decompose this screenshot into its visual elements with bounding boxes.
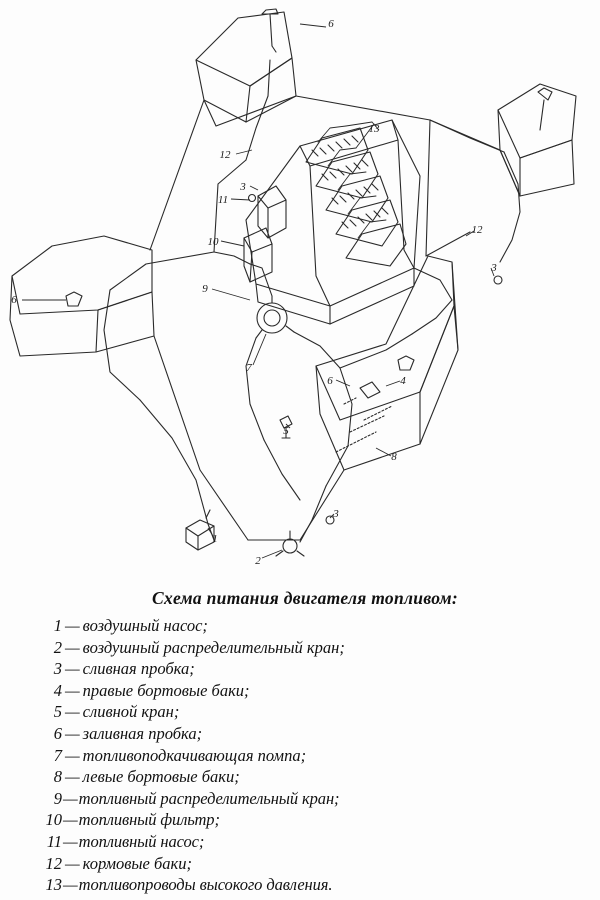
filler-cap-left-side — [66, 292, 82, 306]
diagram-linework — [10, 9, 576, 556]
tank-rear-left-top — [196, 12, 292, 86]
legend-number: 6 — [53, 723, 62, 743]
legend-text: воздушный насос; — [82, 616, 208, 635]
legend-text: заливная пробка; — [82, 723, 203, 743]
legend-number: 9 — [53, 788, 62, 808]
callout-2: 2 — [255, 555, 261, 567]
legend-text: топливный распределительный кран; — [78, 788, 340, 808]
callout-13: 13 — [368, 123, 380, 135]
callout-12-rear: 12 — [219, 149, 231, 161]
legend-dash: — — [63, 810, 78, 830]
legend-dash: — — [65, 702, 80, 722]
caption-block — [0, 588, 600, 896]
callout-3-low: 3 — [333, 508, 339, 520]
callout-9: 9 — [202, 283, 208, 295]
legend-item-5 — [40, 701, 572, 723]
legend-text: левые бортовые баки; — [82, 767, 240, 787]
filler-cap-right-side — [398, 356, 414, 370]
hull-edge-left-rear — [150, 100, 204, 250]
callout-11: 11 — [217, 194, 229, 206]
callout-3-right: 3 — [491, 262, 497, 274]
legend-dash: — — [65, 637, 80, 657]
callout-4: 4 — [400, 375, 406, 387]
callout-6-left: 6 — [11, 294, 17, 306]
legend-item-2 — [40, 637, 572, 659]
legend-text: кормовые баки; — [82, 853, 193, 873]
legend-number: 5 — [53, 702, 62, 722]
drain-plug-engine — [249, 195, 256, 202]
legend-item-4 — [40, 680, 572, 702]
hull-edge-right — [452, 262, 458, 350]
legend-item-9 — [40, 788, 572, 810]
legend-dash: — — [65, 680, 80, 700]
legend-dash: — — [65, 745, 80, 765]
figure-title: Схема питания двигателя топливом: — [151, 588, 459, 608]
legend-dash: — — [65, 723, 80, 743]
legend-dash: — — [65, 616, 80, 635]
callout-labels — [11, 18, 497, 567]
legend-dash: — — [63, 875, 78, 895]
legend-number: 13 — [45, 875, 62, 895]
legend-item-12 — [40, 853, 572, 875]
legend-text: сливной кран; — [82, 702, 180, 722]
callout-6-mid: 6 — [327, 375, 333, 387]
legend-dash: — — [63, 788, 78, 808]
legend-number: 1 — [53, 616, 62, 635]
legend-number: 3 — [53, 659, 62, 679]
pipe-drain-run — [246, 338, 264, 440]
callout-7: 7 — [246, 362, 252, 374]
callout-leaders — [22, 24, 494, 558]
hull-edge-left-front — [154, 336, 248, 540]
filler-cap-rear-right — [538, 88, 552, 100]
legend-item-10 — [40, 809, 572, 831]
callout-1: 1 — [212, 533, 218, 545]
drain-plug-right — [494, 276, 502, 284]
callout-8: 8 — [391, 451, 397, 463]
air-distribution-cock — [283, 539, 297, 553]
legend-number: 12 — [45, 853, 62, 873]
legend-text: топливопроводы высокого давления. — [78, 875, 333, 895]
callout-6-rear-left: 6 — [328, 18, 334, 30]
legend-item-6 — [40, 723, 572, 745]
legend-item-8 — [40, 766, 572, 788]
legend-dash: — — [63, 831, 78, 851]
legend-dash: — — [65, 767, 80, 787]
pipe-to-rear-left-tank — [214, 160, 246, 252]
callout-10: 10 — [207, 236, 219, 248]
legend-number: 2 — [53, 637, 62, 657]
legend-text: топливный фильтр; — [78, 810, 220, 830]
callout-3-engine: 3 — [240, 181, 246, 193]
pipe-cock-to-right-tank — [294, 332, 340, 368]
hull-edge-right-rear — [426, 120, 430, 256]
legend-dash: — — [65, 659, 80, 679]
legend-item-11 — [40, 831, 572, 853]
engine-block — [246, 120, 420, 306]
legend-item-7 — [40, 745, 572, 767]
legend-number: 4 — [53, 680, 62, 700]
legend-text: правые бортовые баки; — [82, 680, 250, 700]
legend-dash: — — [65, 853, 80, 873]
legend-number: 10 — [45, 810, 62, 830]
legend-item-3 — [40, 658, 572, 680]
callout-5: 5 — [283, 425, 289, 437]
callout-12-right: 12 — [471, 224, 483, 236]
legend-list — [0, 615, 600, 896]
legend-text: топливоподкачивающая помпа; — [82, 745, 307, 765]
legend-number: 7 — [53, 745, 62, 765]
legend-number: 8 — [53, 767, 62, 787]
legend-text: топливный насос; — [78, 831, 205, 851]
legend-text: воздушный распределительный кран; — [82, 637, 345, 657]
fuel-distribution-cock — [257, 303, 287, 333]
legend-text: сливная пробка; — [82, 659, 195, 679]
legend-number: 11 — [46, 831, 62, 851]
pipe-to-left-tank — [110, 252, 214, 290]
legend-item-13 — [40, 874, 572, 896]
tank-rear-right-top — [498, 84, 576, 158]
legend-item-1 — [40, 615, 572, 637]
